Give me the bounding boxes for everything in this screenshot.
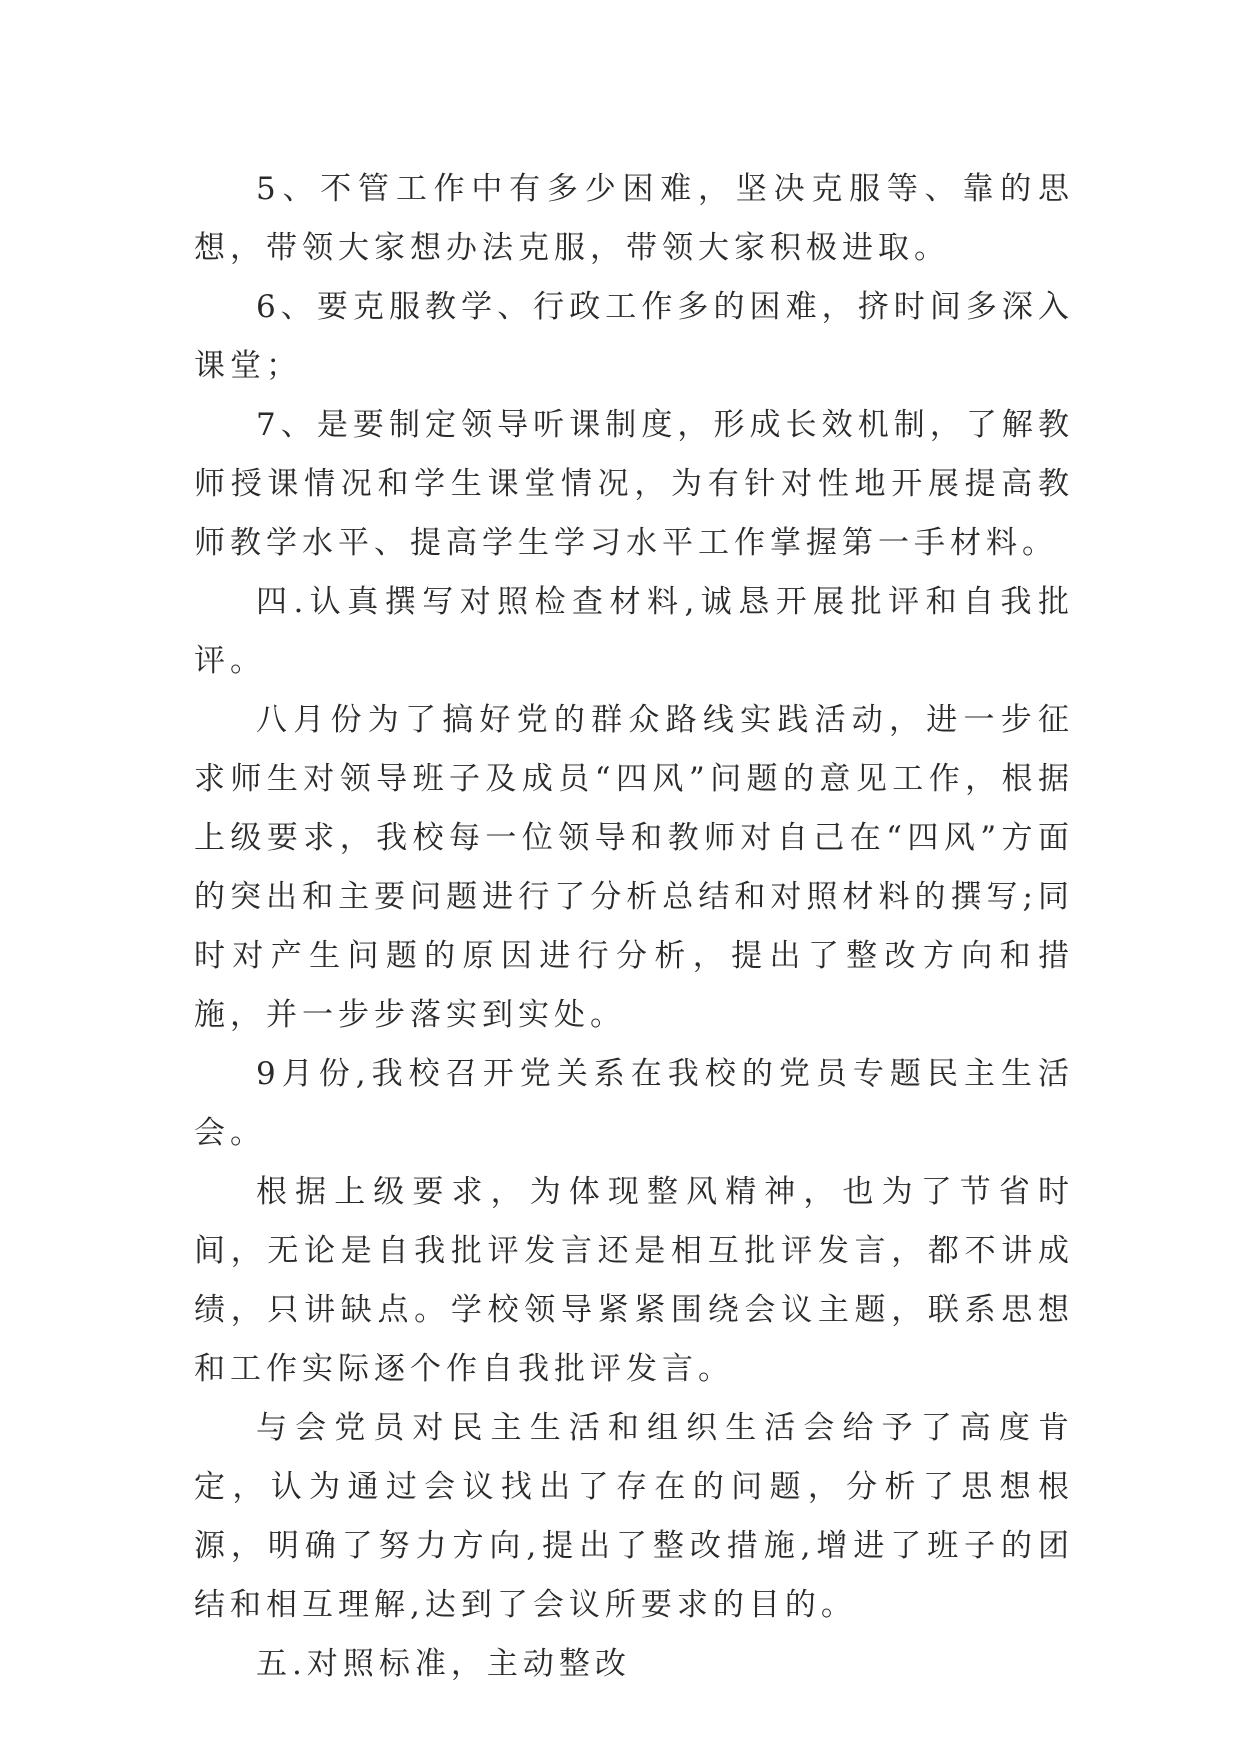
paragraph-september: 9月份,我校召开党关系在我校的党员专题民主生活会。 bbox=[194, 1056, 1074, 1151]
document-body bbox=[194, 160, 1074, 1694]
paragraph-item-5: 5、不管工作中有多少困难，坚决克服等、靠的思想，带领大家想办法克服，带领大家积极进取。 bbox=[194, 171, 1074, 266]
section-heading-four: 四.认真撰写对照检查材料,诚恳开展批评和自我批评。 bbox=[194, 584, 1074, 679]
paragraph-item-7: 7、是要制定领导听课制度，形成长效机制，了解教师授课情况和学生课堂情况，为有针对性地开展提高教师教学水平、提高学生学习水平工作掌握第一手材料。 bbox=[194, 407, 1074, 561]
paragraph-requirements: 根据上级要求，为体现整风精神，也为了节省时间，无论是自我批评发言还是相互批评发言，都不讲成绩，只讲缺点。学校领导紧紧围绕会议主题，联系思想和工作实际逐个作自我批评发言。 bbox=[194, 1174, 1074, 1387]
paragraph-participants: 与会党员对民主生活和组织生活会给予了高度肯定，认为通过会议找出了存在的问题，分析了思想根源，明确了努力方向,提出了整改措施,增进了班子的团结和相互理解,达到了会议所要求的目的。 bbox=[194, 1410, 1074, 1623]
section-heading-five: 五.对照标准，主动整改 bbox=[256, 1646, 631, 1682]
paragraph-august: 八月份为了搞好党的群众路线实践活动，进一步征求师生对领导班子及成员“四风”问题的意见工作，根据上级要求，我校每一位领导和教师对自己在“四风”方面的突出和主要问题进行了分析总结和对照材料的撰写;同时对产生问题的原因进行分析，提出了整改方向和措施，并一步步落实到实处。 bbox=[194, 702, 1074, 1033]
paragraph-item-6: 6、要克服教学、行政工作多的困难，挤时间多深入课堂； bbox=[194, 289, 1074, 384]
